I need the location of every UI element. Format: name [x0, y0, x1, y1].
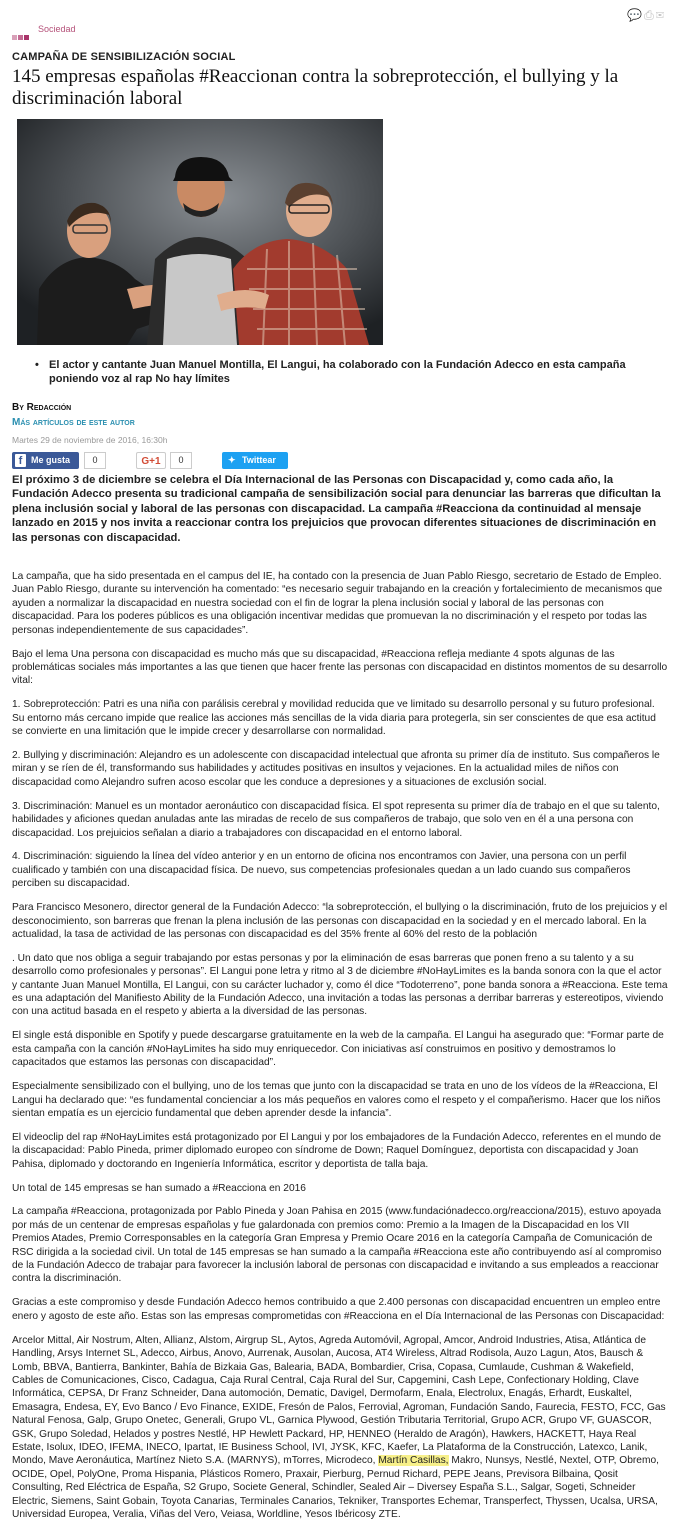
- caption-text: El actor y cantante Juan Manuel Montilla, El Langui, ha colaborado con la Fundación Adecco en esta campaña poniendo voz al rap No hay límites: [49, 359, 626, 385]
- twitter-button[interactable]: [222, 452, 288, 469]
- twitter-bird-icon: ✦: [228, 455, 236, 465]
- highlighted-company: Martín Casillas,: [378, 1455, 449, 1467]
- paragraph: Gracias a este compromiso y desde Fundación Adecco hemos contribuido a que 2.400 personas con discapacidad encuentren un empleo entre enero y agosto de este año. Estas son las empresas comprometidas con #Reacciona en el Día Internacional de las Personas con Discapacidad:: [12, 1297, 665, 1322]
- email-icon[interactable]: ✉: [655, 8, 666, 22]
- facebook-like-button[interactable]: [12, 452, 79, 469]
- paragraph: 4. Discriminación: siguiendo la línea del vídeo anterior y en un entorno de oficina nos encontramos con Javier, una persona con un perfil cualificado y también con una discapacidad física. De nuevo, sus competencias profesionales quedan a un lado cuando sus compañeros perciben su discapacidad.: [12, 851, 631, 890]
- more-articles-link[interactable]: Más artículos de este autor: [12, 417, 135, 428]
- facebook-label: Me gusta: [31, 455, 71, 465]
- subheading: Un total de 145 empresas se han sumado a #Reacciona en 2016: [12, 1182, 306, 1194]
- article-title: 145 empresas españolas #Reaccionan contra la sobreprotección, el bullying y la discriminación laboral: [12, 66, 619, 109]
- paragraph: 1. Sobreprotección: Patri es una niña con parálisis cerebral y movilidad reducida que ve limitado su desarrollo personal y su futuro profesional. Su entorno más cercano impide que realice las acciones más sencillas de la vida diaria para protegerla, sin ser conscientes de que esa actitud se convierte en una limitación que le impide crecer y desarrollarse con normalidad.: [12, 699, 656, 738]
- paragraph: Bajo el lema Una persona con discapacidad es mucho más que su discapacidad, #Reacciona refleja mediante 4 spots algunas de las problemáticas sociales más importantes a las que tienen que hacer frente las personas con discapacidad en distintos momentos de su desarrollo vital:: [12, 648, 668, 687]
- section-link[interactable]: Sociedad: [38, 24, 76, 34]
- facebook-count: 0: [84, 452, 106, 469]
- share-tools: [627, 8, 666, 23]
- paragraph: El single está disponible en Spotify y puede descargarse gratuitamente en la web de la campaña. El Langui ha asegurado que: “Formar parte de esta campaña con la canción #NoHayLimites ha sido muy enriquecedor. Con iniciativas así construimos en positivo y demostramos lo capacitados que estamos las personas con discapacidad”.: [12, 1030, 664, 1069]
- company-list-part: Makro, Nunsys, Nestlé, Nextel, OTP, Obremo, OCIDE, Opel, PolyOne, Proma Hispania, Plásticos Romero, Praxair, Pierburg, Pernud Richard, PEPE Jeans, Previsora Bilbaina, Qosit Consulting, Red Eléctrica de España, S2 Grupo, Societe General, Schindler, Sealed Air – Diversey España S.L., Salgar, Sogeti, Schneider Electric, Siemens, Saint Gobain, Toyota Canarias, Terminales Canarios, Tekniker, Transportes Echemar, Transperfect, Thyssen, Ucalsa, URSA, Universidad Europea, Veralia, Viñas del Vero, Veiasa, Worldline, Yesos Ibéricosy ZTE.: [12, 1455, 659, 1520]
- twitter-label: Twittear: [242, 455, 276, 465]
- paragraph: 3. Discriminación: Manuel es un montador aeronáutico con discapacidad física. El spot representa su primer día de trabajo en el que su talento, habilidades y aficiones quedan anuladas ante las miradas de recelo de sus compañeros de trabajo, que solo ven en él a una persona con discapacidad. Los prejuicios señalan a diario a trabajadores con discapacidad en el entorno laboral.: [12, 800, 660, 839]
- bullet: •: [35, 359, 39, 371]
- paragraph: La campaña, que ha sido presentada en el campus del IE, ha contado con la presencia de Juan Pablo Riesgo, secretario de Estado de Empleo. Juan Pablo Riesgo, durante su intervención ha comentado: “es necesario seguir trabajando en la creación y fortalecimiento de mecanismos que ayuden a normalizar la discapacidad en nuestra sociedad con el fin de lograr la plena inclusión social y laboral de las personas con discapacidad. Para los poderes públicos es una obligación incentivar medidas que promuevan la no discriminación y el respeto por todas las personas independientemente de sus capacidades”.: [12, 571, 663, 636]
- article-lead: El próximo 3 de diciembre se celebra el Día Internacional de las Personas con Discapacidad y, como cada año, la Fundación Adecco presenta su tradicional campaña de sensibilización social para denunciar las barreras que dificultan la plena inclusión social y laboral de las personas con discapacidad. La campaña #Reacciona da continuidad al mensaje lanzado en 2015 y nos invita a reaccionar contra los prejuicios que provocan diferentes situaciones de discriminación en las personas con discapacidad.: [12, 474, 661, 544]
- facebook-icon: f: [15, 454, 26, 467]
- article-body: [12, 570, 668, 1532]
- paragraph: Para Francisco Mesonero, director general de la Fundación Adecco: “la sobreprotección, el bullying o la discriminación, fruto de los prejuicios y el desconocimiento, son barreras que frenan la plena inclusión de las personas con discapacidad en la sociedad y en el mercado laboral. En la actualidad, la tasa de actividad de las personas con discapacidad es del 35% frente al 60% del resto de la población: [12, 902, 668, 940]
- company-list: [12, 1334, 668, 1522]
- photo-caption: [36, 358, 666, 386]
- google-plus-count: 0: [170, 452, 192, 469]
- comment-icon[interactable]: 💬: [627, 8, 645, 22]
- byline: By Redacción: [12, 402, 72, 413]
- section-marker: [12, 27, 30, 45]
- paragraph: Especialmente sensibilizado con el bullying, uno de los temas que junto con la discapacidad se trata en uno de los vídeos de la #Reacciona, El Langui ha declarado que: “es fundamental concienciar a los más pequeños en valores como el respeto y el compañerismo. Hacer que los niños sientan empatía es un ejercicio fundamental que deben aprender desde la infancia”.: [12, 1081, 661, 1119]
- publish-date: Martes 29 de noviembre de 2016, 16:30h: [12, 435, 168, 445]
- google-plus-button[interactable]: G+1: [136, 452, 166, 469]
- company-list-part: Arcelor Mittal, Air Nostrum, Alten, Allianz, Alstom, Airgrup SL, Aytos, Agreda Automóvil, Agropal, Amcor, Android Industries, Atisa, Atlántica de Handling, Arsys Internet SL, Adecco, Airbus, Anovo, Aurrenak, Ausolan, Aucosa, AT4 Wireless, Altrad Rodisola, Auzo Lagun, Atos, Bausch & Lomb, BBVA, Bantierra, Bankinter, Bahía de Bizkaia Gas, Balearia, BADA, Bombardier, Crisa, Copasa, Cumlaude, Cushman & Wakefield, Cables de Comunicaciones, Cisco, Cadagua, Caja Rural Central, Caja Rural del Sur, Capgemini, Cash Lepe, Confectionary Holding, Clave Informática, CEPSA, Dr Franz Schneider, Dana automoción, Dematic, Davigel, Dermofarm, Enala, Electrolux, Enagás, Erhardt, Euskaltel, Emasagra, Endesa, EY, Evo Banco / Evo Finance, EXIDE, Fresón de Palos, Ferrovial, Agroman, Fundación Sando, Faurecia, FESTO, FCC, Gas Natural Fenosa, Galp, Grupo Onetec, Generali, Grupo VL, Garnica Plywood, Gestión Tributaria Territorial, Grupo ACR, Grupo VF, GUASCOR, GSK, Grupo Soledad, Helados y postres Nestlé, HP Hewlett Packard, HP, HENNEO (Heraldo de Aragón), Hawkers, HACKETT, Haya Real Estate, Isolux, IDEO, IFEMA, INECO, Ipartat, IE Business School, IVI, JYSK, KFC, Kaefer, La Plataforma de la Construcción, Latexco, Lanik, Mondo, Mave Aeronáutica, Martínez Nieto S.A. (MARNYS), mTorres, Microdeco,: [12, 1334, 666, 1467]
- top-bar: [0, 0, 674, 40]
- paragraph: El videoclip del rap #NoHayLimites está protagonizado por El Langui y por los embajadores de la Fundación Adecco, referentes en el mundo de la discapacidad: Pablo Pineda, primer diplomado europeo con síndrome de Down; Raquel Domínguez, deportista con discapacidad y Joan Pahisa, diplomado y doctorando en Ingeniería Informática, escritor y deportista de talla baja.: [12, 1131, 661, 1170]
- paragraph: 2. Bullying y discriminación: Alejandro es un adolescente con discapacidad intelectual que afronta su primer día de instituto. Sus compañeros le miran y se ríen de él, transformando sus habilidades y actitudes positivas en insultos y vejaciones. En la actualidad miles de niños con discapacidad como Alejandro sufren acoso escolar que les conduce a depresiones y a situaciones de exclusión social.: [12, 749, 660, 788]
- article-photo: [17, 119, 383, 345]
- article-kicker: CAMPAÑA DE SENSIBILIZACIÓN SOCIAL: [12, 51, 236, 63]
- print-icon[interactable]: ⎙: [644, 8, 656, 22]
- paragraph: La campaña #Reacciona, protagonizada por Pablo Pineda y Joan Pahisa en 2015 (www.fundaciónadecco.org/reacciona/2015), estuvo apoyada por más de un centenar de empresas españolas y fue galardonada con premios como: Premio a la Imagen de la Discapacidad en los VII Premios Atades, Premio Corresponsables en la categoría Gran Empresa y Premio Ocare 2016 en la categoría Campaña de Comunicación de RSC dirigida a la sociedad civil. Un total de 145 empresas se han sumado a la campaña #Reacciona este año contribuyendo así al compromiso de la Fundación Adecco de trabajar para favorecer la inclusión laboral de personas con discapacidad e invitando a sus empleados a reaccionar contra la discriminación.: [12, 1206, 662, 1285]
- paragraph: . Un dato que nos obliga a seguir trabajando por estas personas y por la eliminación de esas barreras que ponen freno a su talento y a su desarrollo como profesionales y personas”. El Langui pone letra y ritmo al 3 de diciembre #NoHayLimites es la banda sonora con la que el actor y cantante Juan Manuel Montilla, El Langui, con su carácter luchador y, como él dice “Todoterreno”, pone banda sonora a #Reacciona. Este tema es una adaptación del Manifiesto Ability de la Fundación Adecco, una invitación a todas las personas a derribar barreras y estereotipos, viviendo con una actitud basada en el respeto y abierta a la diversidad de las personas.: [12, 952, 668, 1018]
